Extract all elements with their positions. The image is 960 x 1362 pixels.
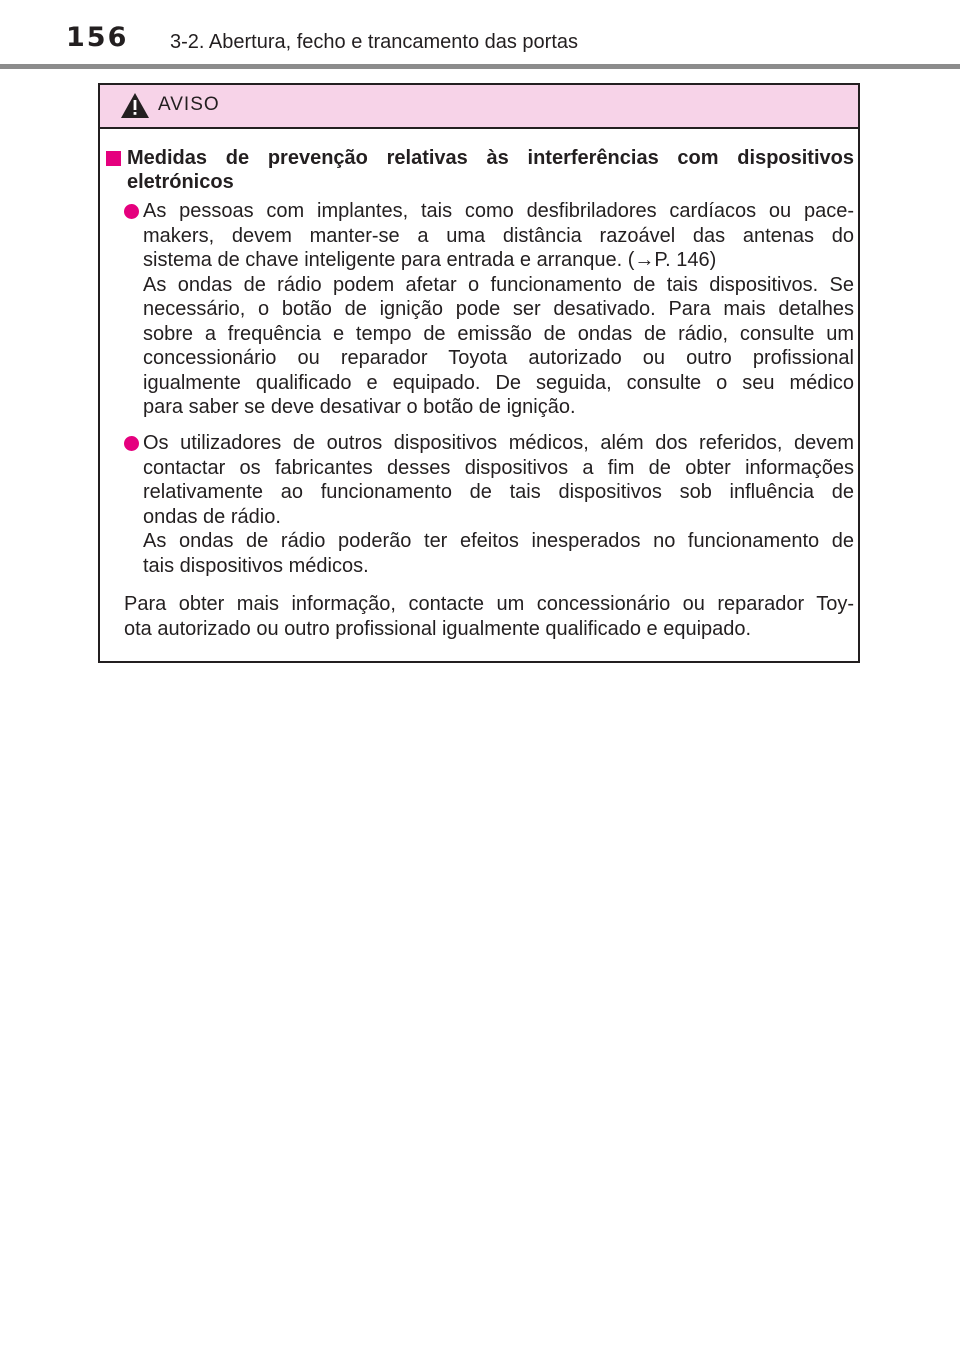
text-line: Os utilizadores de outros dispositivos médicos, além dos referidos, devem <box>143 432 854 454</box>
bullet-marker-icon <box>124 436 139 451</box>
text-line: necessário, o botão de ignição pode ser desativado. Para mais detalhes <box>143 298 854 320</box>
text-line: As ondas de rádio poderão ter efeitos inesperados no funcionamento de <box>143 530 854 552</box>
text-line: para saber se deve desativar o botão de ignição. <box>143 396 576 418</box>
warning-header <box>100 85 858 129</box>
text-line: concessionário ou reparador Toyota autorizado ou outro profissional <box>143 347 854 369</box>
text-line: makers, devem manter-se a uma distância razoável das antenas do <box>143 224 854 247</box>
text-line: contactar os fabricantes desses dispositivos a fim de obter informações <box>143 456 854 479</box>
text-line: As ondas de rádio podem afetar o funcionamento de tais dispositivos. Se <box>143 273 854 296</box>
warning-box <box>98 83 860 663</box>
warning-triangle-icon <box>120 92 150 119</box>
text-line: tais dispositivos médicos. <box>143 554 369 577</box>
text-line: Para obter mais informação, contacte um concessionário ou reparador Toy- <box>124 593 854 615</box>
text-line: As pessoas com implantes, tais como desfibriladores cardíacos ou pace- <box>143 200 854 222</box>
text-line: sobre a frequência e tempo de emissão de ondas de rádio, consulte um <box>143 322 854 345</box>
bullet-marker-icon <box>124 204 139 219</box>
text-line: ota autorizado ou outro profissional igualmente qualificado e equipado. <box>124 617 752 640</box>
topic-marker-icon <box>106 151 121 166</box>
text-line: sistema de chave inteligente para entrada e arranque. (→P. 146) <box>143 249 717 271</box>
text-line: relativamente ao funcionamento de tais dispositivos sob influência de <box>143 481 854 503</box>
page-header <box>0 0 960 70</box>
text-line: ondas de rádio. <box>143 505 281 528</box>
warning-title: AVISO <box>158 94 220 115</box>
topic-line-2: eletrónicos <box>127 171 234 193</box>
text-line: igualmente qualificado e equipado. De seguida, consulte o seu médico <box>143 371 854 394</box>
section-title: 3-2. Abertura, fecho e trancamento das portas <box>170 31 579 53</box>
page-number: 156 <box>66 22 129 53</box>
topic-line-1: Medidas de prevenção relativas às interferências com dispositivos <box>127 147 854 169</box>
header-rule <box>0 64 960 69</box>
